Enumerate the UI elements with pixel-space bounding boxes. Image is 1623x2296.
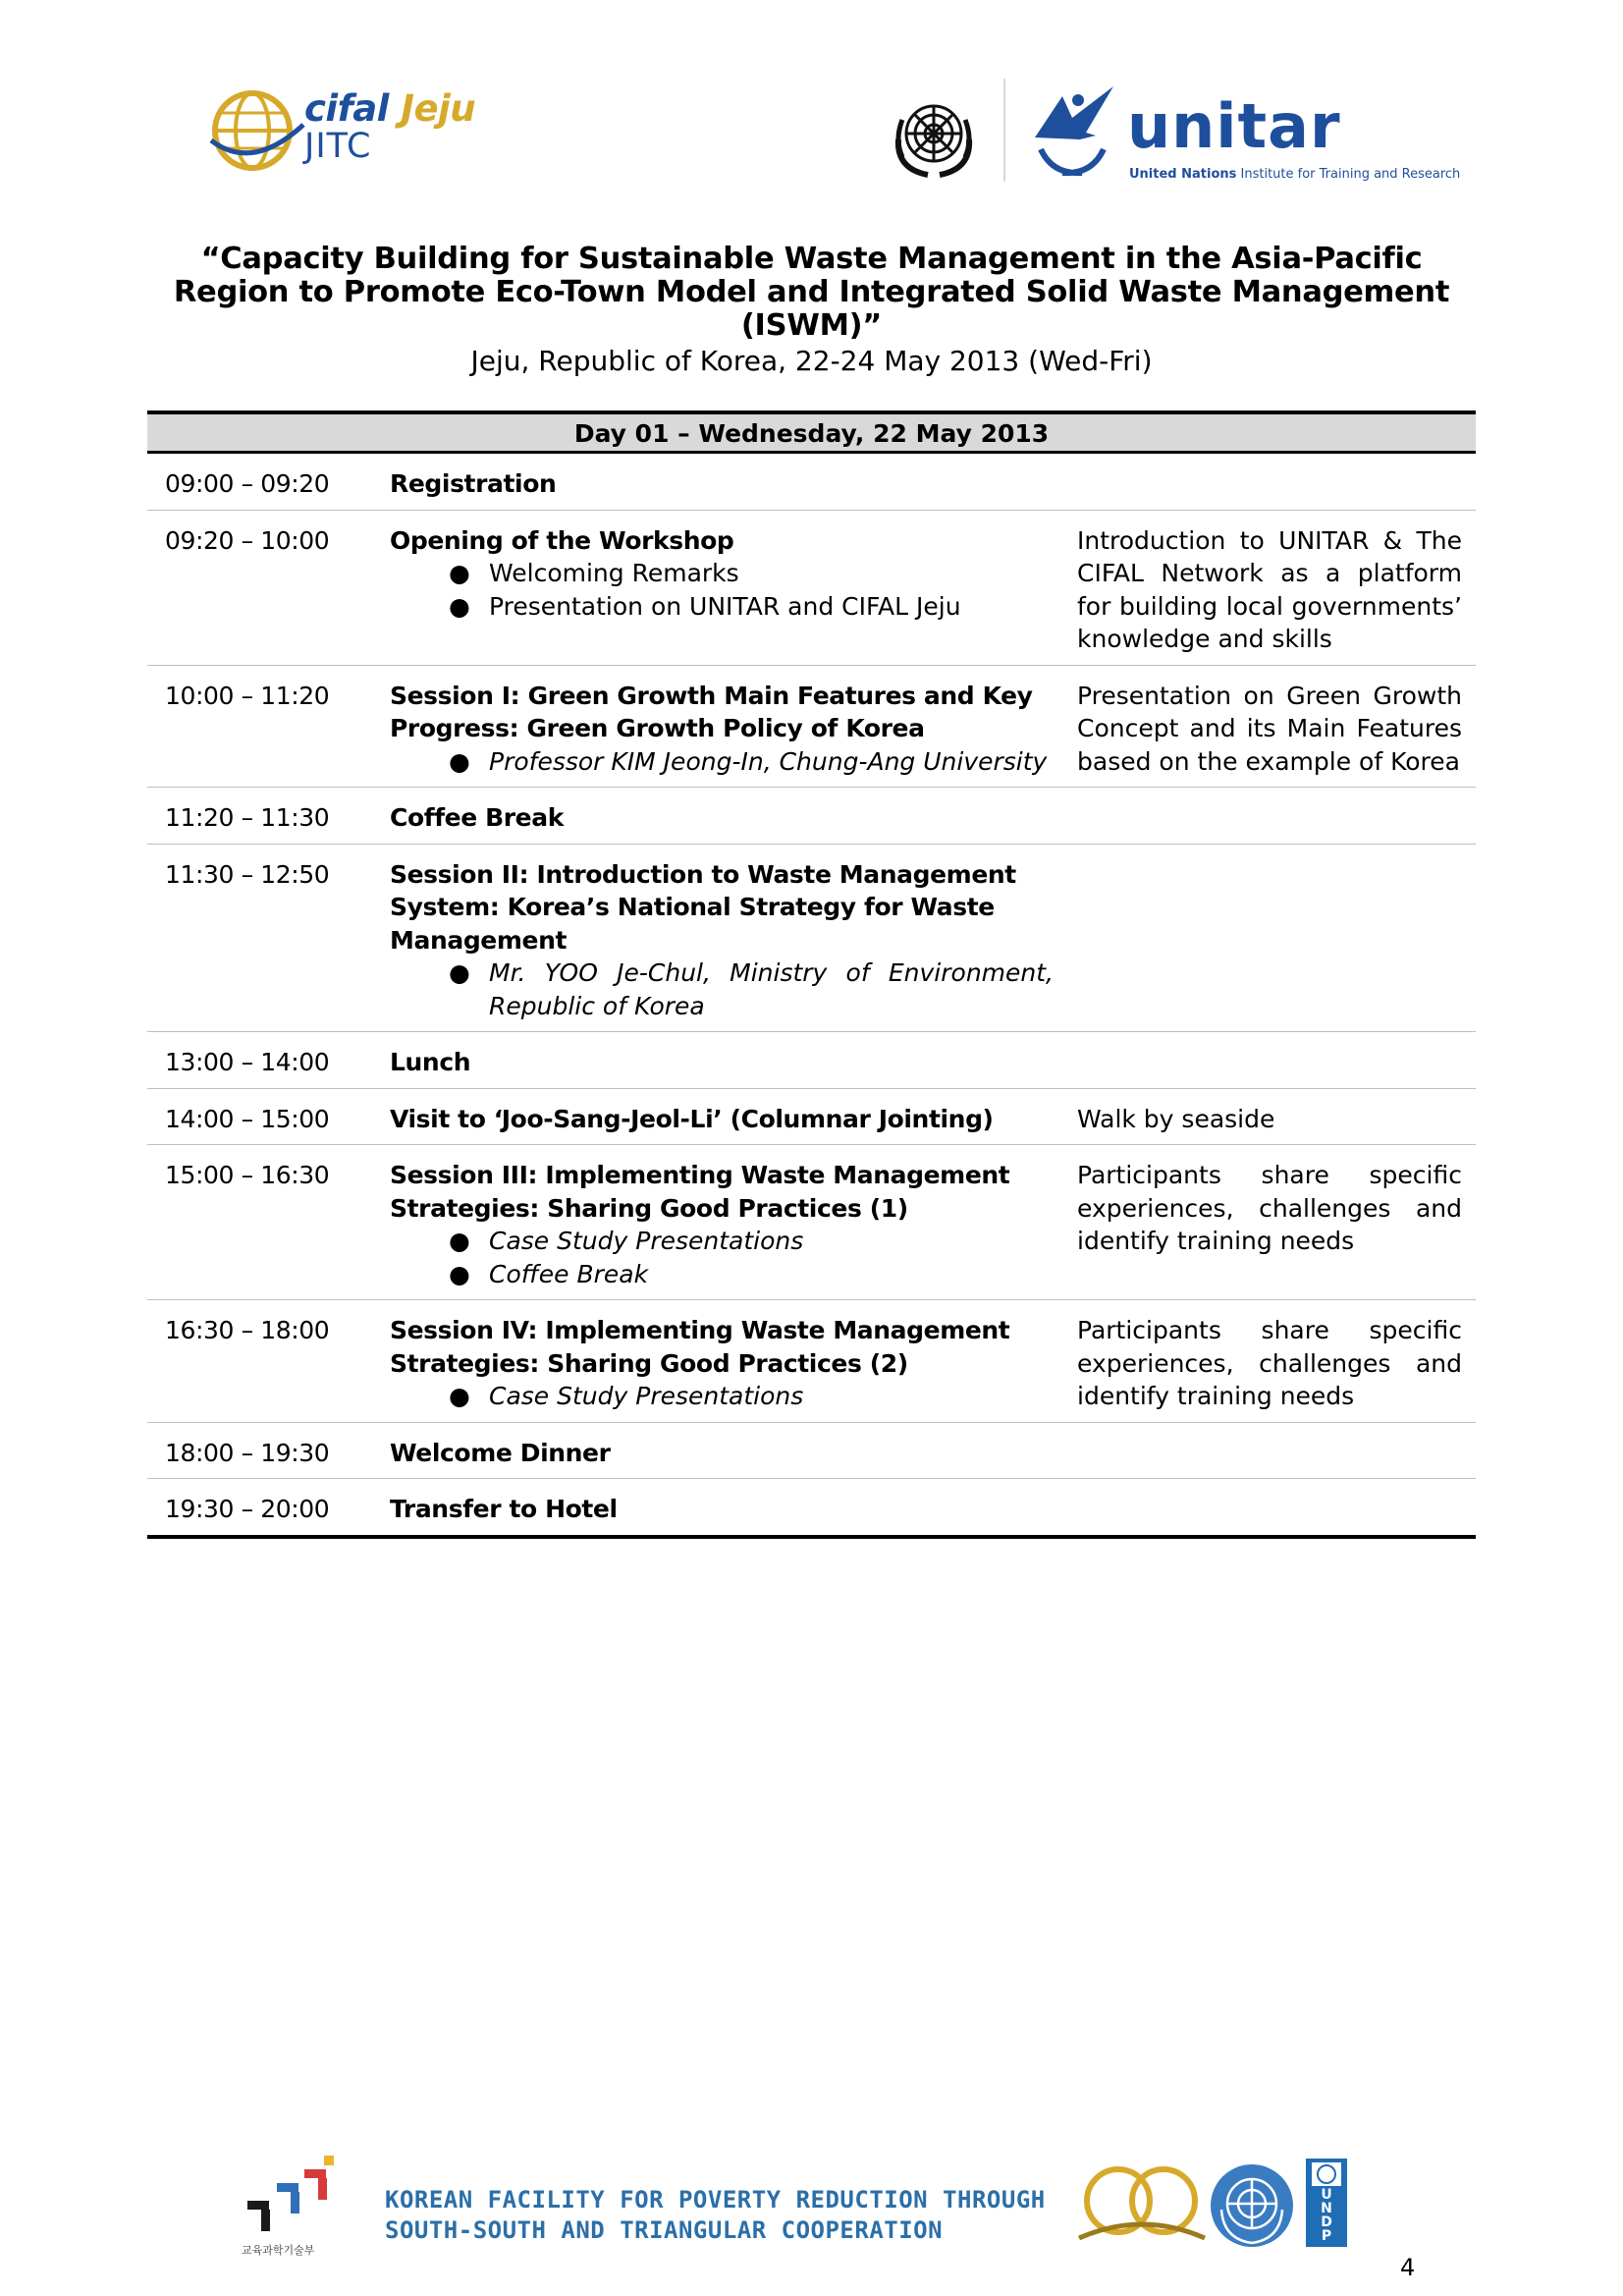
bullet-icon: ● [449, 1227, 470, 1255]
row-notes: Participants share specific experiences, challenges and identify training needs [1077, 1316, 1462, 1410]
rings-logo-icon [1073, 2159, 1211, 2248]
bullet-icon: ● [449, 591, 470, 621]
row-activity [376, 858, 1063, 1023]
undp-logo [1306, 2159, 1347, 2247]
row-time: 16:30 – 18:00 [165, 1316, 330, 1344]
row-notes: Introduction to UNITAR & The CIFAL Network as a platform for building local governments’ knowledge and skills [1077, 525, 1462, 653]
un-logo-icon [1206, 2160, 1299, 2254]
activity-title: Coffee Break [390, 803, 564, 832]
activity-bullets [390, 557, 1054, 623]
undp-letter: D [1321, 2214, 1332, 2230]
cifal-logo-text [304, 87, 476, 166]
activity-title: Lunch [390, 1048, 471, 1076]
activity-title: Visit to ‘Joo-Sang-Jeol-Li’ (Columnar Jointing) [390, 1104, 994, 1133]
un-emblem-icon [889, 90, 979, 181]
activity-title: Session II: Introduction to Waste Management System: Korea’s National Strategy for Waste Management [390, 859, 1016, 955]
unitar-subtitle [1129, 167, 1460, 182]
bullet-item [390, 590, 1054, 624]
bullet-text: Coffee Break [489, 1259, 649, 1288]
undp-letter: P [1321, 2228, 1332, 2244]
schedule-row [147, 511, 1476, 666]
unitar-bird-icon [1023, 79, 1121, 182]
schedule-table [147, 410, 1476, 1539]
ministry-logo-icon [245, 2154, 363, 2242]
bullet-icon: ● [449, 559, 470, 587]
row-activity [376, 1159, 1063, 1290]
schedule-row [147, 1300, 1476, 1423]
bullet-text: Case Study Presentations [489, 1227, 804, 1255]
row-notes [1063, 1046, 1476, 1079]
activity-title: Session IV: Implementing Waste Management Strategies: Sharing Good Practices (2) [390, 1316, 1010, 1378]
activity-title: Session III: Implementing Waste Management Strategies: Sharing Good Practices (1) [390, 1161, 1010, 1223]
row-activity [376, 801, 1063, 835]
row-activity [376, 467, 1063, 501]
bullet-text: Professor KIM Jeong-In, Chung-Ang University [489, 746, 1048, 776]
bullet-item [390, 1380, 1054, 1413]
bullet-item [390, 1225, 1054, 1258]
row-notes [1063, 467, 1476, 501]
document-title: “Capacity Building for Sustainable Waste Management in the Asia-Pacific Region to Promote Eco-Town Model and Integrated Solid Waste Management (ISWM)” [173, 242, 1450, 343]
activity-bullets [390, 957, 1054, 1022]
row-activity [376, 1437, 1063, 1470]
bullet-text: Welcoming Remarks [489, 559, 739, 587]
ministry-caption: 교육과학기술부 [242, 2244, 315, 2257]
schedule-row [147, 1423, 1476, 1480]
activity-title: Session I: Green Growth Main Features and Key Progress: Green Growth Policy of Korea [390, 681, 1033, 742]
bullet-text: Presentation on UNITAR and CIFAL Jeju [489, 591, 961, 621]
row-time: 11:20 – 11:30 [165, 803, 330, 832]
activity-title: Opening of the Workshop [390, 525, 734, 555]
activity-title: Transfer to Hotel [390, 1495, 618, 1523]
row-activity [376, 1046, 1063, 1079]
bullet-text: Case Study Presentations [489, 1382, 804, 1410]
schedule-row [147, 1479, 1476, 1539]
row-notes: Walk by seaside [1077, 1104, 1275, 1133]
day-header: Day 01 – Wednesday, 22 May 2013 [147, 410, 1476, 454]
row-activity [376, 524, 1063, 656]
row-time: 18:00 – 19:30 [165, 1438, 330, 1467]
schedule-row [147, 845, 1476, 1033]
footer-text [385, 2185, 1046, 2246]
undp-letter: U [1321, 2187, 1332, 2203]
row-time: 09:20 – 10:00 [165, 525, 330, 555]
schedule-row [147, 1032, 1476, 1089]
footer-text-line2: SOUTH-SOUTH AND TRIANGULAR COOPERATION [385, 2216, 944, 2244]
row-time: 19:30 – 20:00 [165, 1495, 330, 1523]
jeju-word: Jeju [401, 87, 476, 130]
logo-divider [1003, 79, 1005, 182]
schedule-rows [147, 454, 1476, 1539]
row-notes [1063, 1493, 1476, 1526]
row-activity [376, 1103, 1063, 1136]
activity-title: Welcome Dinner [390, 1438, 611, 1467]
row-time: 10:00 – 11:20 [165, 681, 330, 710]
undp-letter: N [1321, 2201, 1332, 2216]
row-notes [1063, 858, 1476, 1023]
bullet-icon: ● [449, 1382, 470, 1410]
activity-bullets [390, 1225, 1054, 1290]
unitar-subtitle-bold: United Nations [1129, 167, 1237, 182]
row-notes: Presentation on Green Growth Concept and its Main Features based on the example of Korea [1077, 681, 1462, 776]
row-notes: Participants share specific experiences, challenges and identify training needs [1077, 1161, 1462, 1255]
bullet-item [390, 957, 1054, 1022]
bullet-text: Mr. YOO Je-Chul, Ministry of Environment, Republic of Korea [489, 958, 1054, 1020]
schedule-row [147, 666, 1476, 789]
jitc-word: JITC [304, 127, 372, 166]
row-activity [376, 680, 1063, 779]
cifal-word: cifal [304, 87, 389, 130]
bullet-item [390, 1258, 1054, 1291]
unitar-subtitle-rest: Institute for Training and Research [1236, 167, 1461, 182]
bullet-icon: ● [449, 746, 470, 776]
schedule-row [147, 788, 1476, 845]
row-activity [376, 1314, 1063, 1413]
unitar-wordmark: unitar [1127, 90, 1341, 162]
row-notes [1063, 1437, 1476, 1470]
schedule-row [147, 454, 1476, 511]
bullet-icon: ● [449, 1259, 470, 1288]
row-notes [1063, 801, 1476, 835]
undp-letters [1306, 2188, 1347, 2243]
footer-text-line1: KOREAN FACILITY FOR POVERTY REDUCTION THROUGH [385, 2186, 1046, 2214]
activity-bullets [390, 1380, 1054, 1413]
activity-title: Registration [390, 469, 557, 498]
row-time: 09:00 – 09:20 [165, 469, 330, 498]
row-time: 15:00 – 16:30 [165, 1161, 330, 1189]
row-time: 11:30 – 12:50 [165, 859, 330, 889]
schedule-row [147, 1145, 1476, 1300]
activity-bullets [390, 745, 1054, 779]
bullet-item [390, 557, 1054, 590]
schedule-row [147, 1089, 1476, 1146]
bullet-icon: ● [449, 958, 470, 987]
row-activity [376, 1493, 1063, 1526]
page-number: 4 [1400, 2254, 1416, 2281]
row-time: 13:00 – 14:00 [165, 1048, 330, 1076]
bullet-item [390, 745, 1054, 779]
document-subtitle: Jeju, Republic of Korea, 22-24 May 2013 (Wed-Fri) [470, 345, 1153, 377]
row-time: 14:00 – 15:00 [165, 1104, 330, 1133]
